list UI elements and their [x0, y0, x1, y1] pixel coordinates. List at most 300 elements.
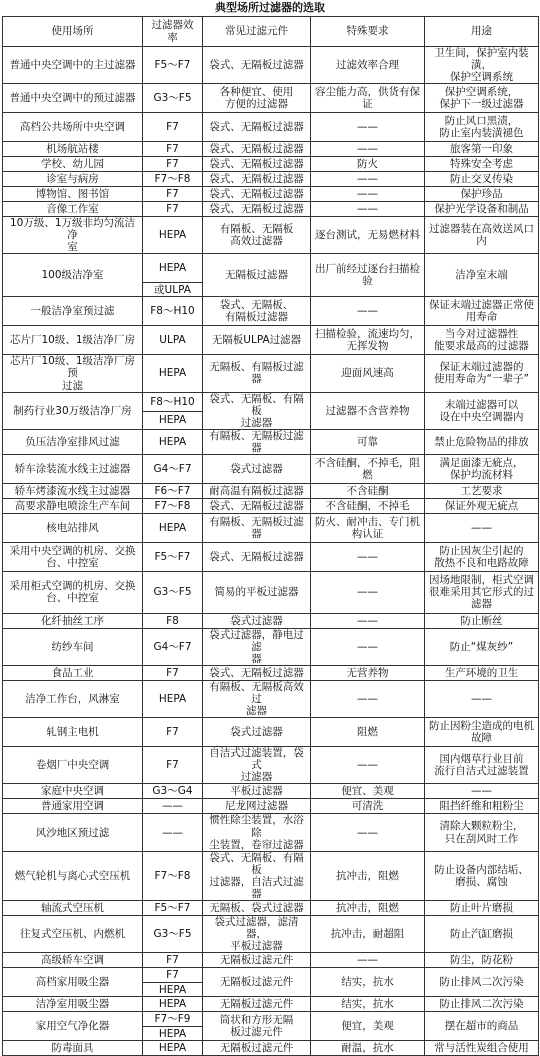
cell-usage: [425, 1041, 539, 1056]
cell-element: [203, 968, 311, 997]
cell-element: [203, 571, 311, 613]
requirement-text: ——: [357, 173, 378, 186]
cell-requirement: [311, 571, 425, 613]
element-text: 袋式过滤器: [230, 726, 283, 739]
cell-requirement: [311, 157, 425, 172]
requirement-text: 抗冲击，耐超阻: [330, 927, 405, 940]
efficiency-text: F8～H10: [150, 395, 195, 408]
cell-efficiency: [143, 142, 203, 157]
efficiency-text: F8: [166, 614, 179, 627]
cell-usage: [425, 157, 539, 172]
cell-element: [203, 217, 311, 254]
cell-location: [3, 681, 143, 718]
table-row: [3, 900, 539, 915]
cell-element: [203, 542, 311, 571]
cell-requirement: [311, 784, 425, 799]
cell-location: [3, 542, 143, 571]
usage-text: 国内烟草行业目前 流行自洁式过滤装置: [434, 753, 529, 778]
requirement-text: 抗冲击，阻燃: [336, 901, 399, 914]
cell-requirement: [311, 747, 425, 784]
cell-efficiency: [143, 411, 203, 429]
cell-efficiency: [143, 217, 203, 254]
table-row: [3, 953, 539, 968]
requirement-text: ——: [357, 305, 378, 318]
location-text: 轿车涂装流水线主过滤器: [14, 462, 131, 475]
location-text: 洁净工作台，风淋室: [25, 693, 120, 706]
element-text: 耐高温有隔板过滤器: [209, 484, 304, 497]
efficiency-text: G4～F7: [153, 640, 192, 653]
cell-requirement: [311, 851, 425, 900]
usage-text: 防止交叉传染: [450, 173, 513, 186]
table-row: [3, 968, 539, 983]
usage-text: 禁止危险物品的排放: [434, 435, 529, 448]
cell-location: [3, 814, 143, 851]
cell-location: [3, 666, 143, 681]
table-row: [3, 355, 539, 392]
cell-location: [3, 968, 143, 997]
cell-element: [203, 666, 311, 681]
cell-requirement: [311, 483, 425, 498]
cell-usage: [425, 681, 539, 718]
requirement-text: ——: [357, 759, 378, 772]
cell-location: [3, 202, 143, 217]
element-text: 袋式、无隔板过滤器: [209, 143, 304, 156]
usage-text: 旅客第一印象: [450, 143, 513, 156]
element-text: 袋式过滤器，滤清器， 平板过滤器: [214, 915, 299, 952]
efficiency-text: HEPA: [158, 414, 187, 427]
table-row: [3, 915, 539, 952]
cell-element: [203, 157, 311, 172]
efficiency-text: G3～F5: [153, 92, 192, 105]
table-row: [3, 187, 539, 202]
cell-element: [203, 953, 311, 968]
element-text: 无隔板ULPA过滤器: [211, 334, 302, 347]
cell-efficiency: [143, 355, 203, 392]
efficiency-text: F7: [166, 158, 179, 171]
element-text: 袋式、无隔板过滤器: [209, 203, 304, 216]
efficiency-text: HEPA: [158, 521, 187, 534]
element-text: 袋式过滤器: [230, 614, 283, 627]
usage-text: 保护空调系统， 保护下一级过滤器: [439, 86, 524, 111]
cell-efficiency: [143, 571, 203, 613]
cell-efficiency: [143, 157, 203, 172]
cell-element: [203, 392, 311, 429]
usage-text: 防止排风二次污染: [439, 998, 524, 1011]
usage-text: 摆在超市的商品: [444, 1020, 519, 1033]
requirement-text: 出厂前经过逐台扫描检 验: [315, 263, 420, 288]
element-text: 无隔板、有隔板过滤器: [209, 361, 304, 386]
cell-efficiency: [143, 297, 203, 326]
requirement-text: 逐台测试，无易燃材料: [315, 229, 420, 242]
table-row: [3, 784, 539, 799]
cell-usage: [425, 142, 539, 157]
cell-usage: [425, 297, 539, 326]
cell-element: [203, 613, 311, 628]
cell-element: [203, 454, 311, 483]
location-text: 轴流式空压机: [41, 901, 104, 914]
requirement-text: ——: [357, 203, 378, 216]
efficiency-text: G3～G4: [152, 785, 193, 798]
requirement-text: 阻燃: [357, 726, 378, 739]
cell-location: [3, 953, 143, 968]
table-row: [3, 1012, 539, 1027]
cell-location: [3, 454, 143, 483]
cell-element: [203, 915, 311, 952]
efficiency-text: F7: [166, 726, 179, 739]
cell-usage: [425, 953, 539, 968]
table-row: [3, 513, 539, 542]
cell-efficiency: [143, 392, 203, 411]
cell-efficiency: [143, 1027, 203, 1041]
efficiency-text: HEPA: [158, 1027, 187, 1040]
element-text: 袋式、无隔板过滤器: [209, 550, 304, 563]
requirement-text: 便宜、美观: [341, 785, 394, 798]
cell-requirement: [311, 113, 425, 142]
efficiency-text: F7: [166, 188, 179, 201]
cell-efficiency: [143, 666, 203, 681]
requirement-text: 耐温，抗水: [341, 1042, 394, 1055]
cell-requirement: [311, 666, 425, 681]
usage-text: 保护光学设备和制品: [434, 203, 529, 216]
table-row: [3, 454, 539, 483]
usage-text: 防止因粉尘造成的电机 故障: [429, 720, 534, 745]
cell-usage: [425, 718, 539, 747]
location-text: 负压洁净室排风过滤: [25, 435, 120, 448]
element-text: 无隔板过滤元件: [219, 998, 294, 1011]
cell-element: [203, 498, 311, 513]
cell-efficiency: [143, 326, 203, 355]
table-row: [3, 326, 539, 355]
filter-selection-table: [2, 16, 539, 1056]
requirement-text: ——: [357, 826, 378, 839]
cell-requirement: [311, 628, 425, 665]
cell-requirement: [311, 84, 425, 113]
element-text: 无隔板过滤器: [225, 269, 288, 282]
cell-efficiency: [143, 968, 203, 983]
table-row: [3, 718, 539, 747]
table-row: [3, 628, 539, 665]
cell-element: [203, 814, 311, 851]
usage-text: 卫生间，保护室内装 潢， 保护空调系统: [434, 47, 529, 84]
element-text: 袋式、无隔板过滤器: [209, 499, 304, 512]
location-text: 机场航站楼: [46, 143, 99, 156]
element-text: 无隔板过滤元件: [219, 954, 294, 967]
cell-location: [3, 915, 143, 952]
cell-location: [3, 254, 143, 297]
requirement-text: ——: [357, 693, 378, 706]
efficiency-text: ULPA: [159, 334, 186, 347]
location-text: 洁净室用吸尘器: [35, 998, 110, 1011]
cell-usage: [425, 571, 539, 613]
element-text: 袋式、无隔板、有隔板 过滤器，自洁式过滤器: [209, 851, 304, 900]
cell-requirement: [311, 355, 425, 392]
cell-usage: [425, 355, 539, 392]
usage-text: 防止风口黑渍， 防止室内装潢褪色: [439, 115, 524, 140]
usage-text: 防止汽缸磨损: [450, 927, 513, 940]
element-text: 有隔板、无隔板过滤器: [209, 515, 304, 540]
cell-usage: [425, 915, 539, 952]
cell-efficiency: [143, 851, 203, 900]
cell-usage: [425, 513, 539, 542]
usage-text: 特殊安全考虑: [450, 158, 513, 171]
table-row: [3, 851, 539, 900]
cell-efficiency: [143, 628, 203, 665]
cell-location: [3, 513, 143, 542]
cell-element: [203, 628, 311, 665]
cell-element: [203, 997, 311, 1012]
usage-text: 防止因灰尘引起的 散热不良和电路故障: [434, 544, 529, 569]
usage-text: 过滤器装在高效送风口 内: [429, 223, 534, 248]
requirement-text: 可靠: [357, 435, 378, 448]
cell-element: [203, 254, 311, 297]
cell-usage: [425, 113, 539, 142]
cell-requirement: [311, 513, 425, 542]
cell-location: [3, 613, 143, 628]
cell-efficiency: [143, 814, 203, 851]
cell-usage: [425, 454, 539, 483]
cell-location: [3, 1041, 143, 1056]
cell-location: [3, 1012, 143, 1041]
usage-text: 保护珍品: [460, 188, 503, 201]
cell-element: [203, 355, 311, 392]
location-text: 化纤抽丝工序: [41, 614, 104, 627]
cell-location: [3, 172, 143, 187]
cell-requirement: [311, 814, 425, 851]
location-text: 轿车烤漆流水线主过滤器: [14, 484, 131, 497]
location-text: 防毒面具: [51, 1042, 94, 1055]
usage-text: 防止“煤灰纱”: [449, 640, 514, 653]
cell-requirement: [311, 172, 425, 187]
cell-element: [203, 326, 311, 355]
usage-text: 防止排风二次污染: [439, 976, 524, 989]
efficiency-text: G3～F5: [153, 927, 192, 940]
table-row: [3, 747, 539, 784]
cell-efficiency: [143, 681, 203, 718]
cell-efficiency: [143, 172, 203, 187]
cell-usage: [425, 392, 539, 429]
cell-requirement: [311, 392, 425, 429]
cell-requirement: [311, 187, 425, 202]
header-location: 使用场所: [3, 17, 143, 47]
table-row: [3, 47, 539, 84]
cell-efficiency: [143, 429, 203, 454]
cell-usage: [425, 187, 539, 202]
cell-requirement: [311, 142, 425, 157]
requirement-text: ——: [357, 954, 378, 967]
cell-location: [3, 900, 143, 915]
cell-efficiency: [143, 900, 203, 915]
cell-usage: [425, 851, 539, 900]
efficiency-text: F5～F7: [154, 59, 191, 72]
location-text: 一般洁净室预过滤: [30, 305, 115, 318]
element-text: 惯性除尘装置，水浴除 尘装置，卷帘过滤器: [209, 814, 304, 851]
cell-usage: [425, 1012, 539, 1041]
efficiency-text: F5～F7: [154, 550, 191, 563]
location-text: 芯片厂10级、1级洁净厂房预 过滤: [9, 355, 136, 392]
cell-usage: [425, 784, 539, 799]
efficiency-text: HEPA: [158, 435, 187, 448]
cell-usage: [425, 498, 539, 513]
cell-efficiency: [143, 498, 203, 513]
cell-element: [203, 900, 311, 915]
table-title: 典型场所过滤器的选取: [215, 1, 325, 14]
requirement-text: 结实，抗水: [341, 976, 394, 989]
element-text: 无隔板过滤元件: [219, 976, 294, 989]
table-row: [3, 157, 539, 172]
cell-location: [3, 187, 143, 202]
efficiency-text: F7～F8: [154, 499, 191, 512]
efficiency-text: G4～F7: [153, 462, 192, 475]
efficiency-text: F7: [166, 954, 179, 967]
cell-location: [3, 851, 143, 900]
header-usage: 用途: [425, 17, 539, 47]
cell-efficiency: [143, 113, 203, 142]
cell-usage: [425, 542, 539, 571]
cell-element: [203, 1012, 311, 1041]
element-text: 有隔板、无隔板过滤器: [209, 429, 304, 454]
cell-efficiency: [143, 483, 203, 498]
cell-usage: [425, 666, 539, 681]
efficiency-text: HEPA: [158, 693, 187, 706]
element-text: 无隔板过滤元件: [219, 1042, 294, 1055]
cell-efficiency: [143, 513, 203, 542]
element-text: 袋式过滤器，静电过滤 器: [209, 628, 304, 665]
cell-location: [3, 84, 143, 113]
efficiency-text: HEPA: [158, 367, 187, 380]
element-text: 简易的平板过滤器: [214, 586, 299, 599]
usage-text: 防止设备内部结垢、 磨损、腐蚀: [434, 863, 529, 888]
cell-location: [3, 355, 143, 392]
cell-location: [3, 113, 143, 142]
cell-efficiency: [143, 283, 203, 297]
requirement-text: ——: [357, 614, 378, 627]
cell-element: [203, 187, 311, 202]
requirement-text: 无营养物: [346, 667, 389, 680]
cell-location: [3, 997, 143, 1012]
cell-usage: [425, 217, 539, 254]
usage-text: 工艺要求: [460, 484, 503, 497]
header-element: 常见过滤元件: [203, 17, 311, 47]
requirement-text: 过滤效率合理: [336, 59, 399, 72]
element-text: 袋式过滤器: [230, 462, 283, 475]
table-row: [3, 1041, 539, 1056]
location-text: 芯片厂10级、1级洁净厂房: [9, 334, 136, 347]
efficiency-text: HEPA: [158, 998, 187, 1011]
cell-location: [3, 326, 143, 355]
cell-efficiency: [143, 953, 203, 968]
table-row: [3, 202, 539, 217]
requirement-text: ——: [357, 188, 378, 201]
cell-location: [3, 392, 143, 429]
location-text: 家庭中央空调: [41, 785, 104, 798]
table-row: [3, 814, 539, 851]
location-text: 高档家用吸尘器: [35, 976, 110, 989]
cell-requirement: [311, 997, 425, 1012]
efficiency-text: F8～H10: [150, 305, 195, 318]
location-text: 采用中央空调的机房、交换 台、中控室: [9, 544, 136, 569]
usage-text: 满足面漆无疵点， 保护均流材料: [439, 456, 524, 481]
cell-usage: [425, 613, 539, 628]
element-text: 袋式、无隔板过滤器: [209, 188, 304, 201]
location-text: 往复式空压机、内燃机: [20, 927, 125, 940]
table-row: [3, 799, 539, 814]
cell-element: [203, 747, 311, 784]
element-text: 有隔板、无隔板高效过 滤器: [209, 681, 304, 718]
cell-efficiency: [143, 542, 203, 571]
requirement-text: 不含硅酮，不掉毛，阻 燃: [315, 456, 420, 481]
table-row: [3, 542, 539, 571]
cell-usage: [425, 628, 539, 665]
header-row: [3, 17, 539, 47]
cell-element: [203, 513, 311, 542]
location-text: 食品工业: [51, 667, 94, 680]
cell-location: [3, 718, 143, 747]
efficiency-text: F7: [166, 667, 179, 680]
element-text: 无隔板、袋式过滤器: [209, 901, 304, 914]
table-row: [3, 297, 539, 326]
cell-element: [203, 47, 311, 84]
cell-requirement: [311, 681, 425, 718]
cell-efficiency: [143, 1012, 203, 1027]
cell-usage: [425, 429, 539, 454]
location-text: 诊室与病房: [46, 173, 99, 186]
requirement-text: ——: [357, 121, 378, 134]
cell-usage: [425, 900, 539, 915]
cell-element: [203, 718, 311, 747]
usage-text: 末端过滤器可以 设在中央空调器内: [439, 398, 524, 423]
usage-text: ——: [471, 521, 492, 534]
cell-efficiency: [143, 454, 203, 483]
usage-text: 防止叶片磨损: [450, 901, 513, 914]
requirement-text: ——: [357, 143, 378, 156]
cell-requirement: [311, 718, 425, 747]
cell-location: [3, 142, 143, 157]
cell-usage: [425, 202, 539, 217]
cell-efficiency: [143, 799, 203, 814]
header-efficiency: [143, 17, 203, 47]
cell-location: [3, 628, 143, 665]
element-text: 袋式、无隔板过滤器: [209, 667, 304, 680]
location-text: 音像工作室: [46, 203, 99, 216]
efficiency-text: F5～F7: [154, 901, 191, 914]
cell-element: [203, 113, 311, 142]
efficiency-text: F7: [166, 969, 179, 982]
table-row: [3, 997, 539, 1012]
cell-usage: [425, 747, 539, 784]
element-text: 袋式、无隔板过滤器: [209, 173, 304, 186]
location-text: 10万级、1万级非均匀流洁净 室: [9, 217, 136, 254]
usage-text: 防止断丝: [460, 614, 503, 627]
cell-element: [203, 799, 311, 814]
table-row: [3, 681, 539, 718]
location-text: 风沙地区预过滤: [35, 826, 110, 839]
cell-location: [3, 799, 143, 814]
cell-location: [3, 157, 143, 172]
table-row: [3, 113, 539, 142]
cell-requirement: [311, 900, 425, 915]
cell-requirement: [311, 326, 425, 355]
cell-element: [203, 84, 311, 113]
table-row: [3, 142, 539, 157]
location-text: 核电站排风: [46, 521, 99, 534]
table-row: [3, 254, 539, 283]
usage-text: 当今对过滤器性 能要求最高的过滤器: [434, 328, 529, 353]
cell-requirement: [311, 915, 425, 952]
usage-text: 生产环境的卫生: [444, 667, 519, 680]
table-row: [3, 483, 539, 498]
requirement-text: 防火、耐冲击、专门机 构认证: [315, 515, 420, 540]
cell-element: [203, 483, 311, 498]
